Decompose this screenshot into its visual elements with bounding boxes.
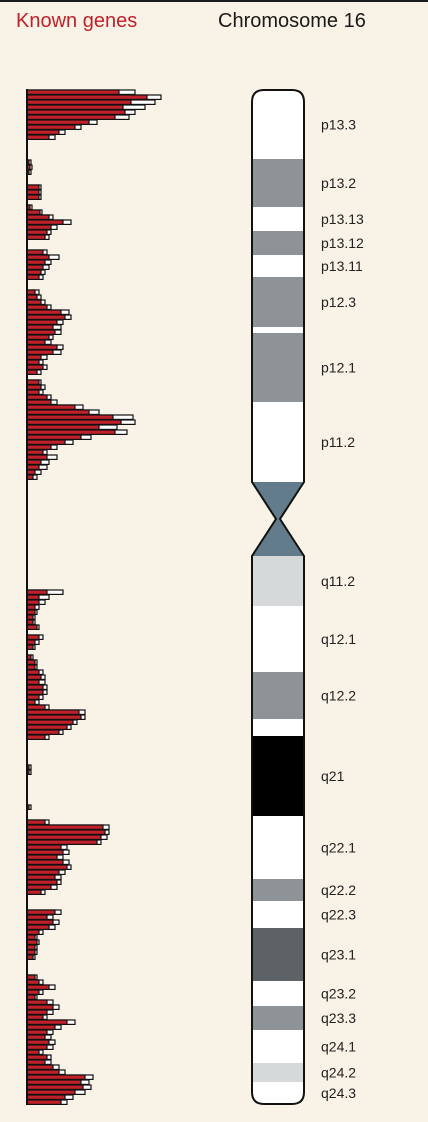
gene-bar-known (27, 665, 35, 669)
gene-bar-known (27, 985, 49, 989)
band-label-q24.3: q24.3 (321, 1085, 357, 1101)
gene-bar-known (27, 625, 37, 629)
gene-bar-known (27, 1055, 47, 1059)
gene-bar-known (27, 275, 39, 279)
gene-bar-known (27, 210, 40, 214)
gene-bar-known (27, 590, 47, 594)
band-label-p13.3: p13.3 (321, 116, 357, 133)
band-q11.2 (250, 556, 306, 606)
band-q23.1 (250, 928, 306, 981)
band-p13.11 (250, 255, 306, 277)
gene-bar-known (27, 715, 81, 719)
gene-bar-known (27, 880, 57, 884)
band-label-q12.1: q12.1 (321, 631, 357, 647)
gene-bar-known (27, 115, 115, 119)
band-label-p13.2: p13.2 (321, 175, 357, 191)
band-label-q22.1: q22.1 (321, 839, 357, 856)
gene-bar-known (27, 90, 119, 94)
band-q12.1 (250, 606, 306, 672)
band-q24.1 (250, 1030, 306, 1063)
band-label-q22.3: q22.3 (321, 906, 357, 923)
gene-bar-known (27, 220, 63, 224)
gene-bar-known (27, 1080, 81, 1084)
band-p13.12 (250, 231, 306, 255)
gene-bar-known (27, 975, 35, 979)
gene-bar-known (27, 1035, 45, 1039)
band-q22.2 (250, 879, 306, 901)
gene-bar-known (27, 890, 41, 894)
gene-bar-known (27, 660, 35, 664)
gene-bar-known (27, 215, 49, 219)
gene-bar-known (27, 125, 75, 129)
gene-bar-known (27, 980, 39, 984)
gene-bar-known (27, 595, 39, 599)
gene-bar-known (27, 925, 49, 929)
gene-bar-known (27, 695, 39, 699)
gene-bar-known (27, 425, 99, 429)
gene-bar-known (27, 305, 47, 309)
gene-bar-known (27, 395, 47, 399)
gene-bar-known (27, 445, 51, 449)
gene-bar-known (27, 290, 35, 294)
band-label-q23.2: q23.2 (321, 985, 357, 1002)
gene-bar-known (27, 295, 37, 299)
gene-bar-known (27, 640, 35, 644)
gene-bar-known (27, 1015, 43, 1019)
gene-bar-known (27, 365, 43, 369)
gene-bar-known (27, 380, 39, 384)
gene-bar-known (27, 730, 59, 734)
gene-bar-known (27, 135, 49, 139)
band-p13.2 (250, 159, 306, 207)
gene-bar-known (27, 465, 39, 469)
gene-bar-known (27, 260, 45, 264)
gene-bar-known (27, 830, 105, 834)
gene-bar-known (27, 940, 37, 944)
gene-bar-known (27, 250, 43, 254)
gene-bar-known (27, 605, 35, 609)
gene-bar-known (27, 255, 49, 259)
gene-bar-known (27, 825, 103, 829)
gene-bar-known (27, 1045, 47, 1049)
gene-bar-known (27, 190, 39, 194)
gene-bar-known (27, 350, 53, 354)
gene-bar-known (27, 310, 61, 314)
gene-density-histogram (27, 90, 161, 1104)
gene-bar-known (27, 300, 41, 304)
gene-bar-known (27, 345, 57, 349)
band-label-q23.3: q23.3 (321, 1010, 357, 1026)
gene-bar-known (27, 1010, 47, 1014)
gene-bar-known (27, 1060, 45, 1064)
gene-bar-known (27, 430, 115, 434)
gene-bar-known (27, 225, 51, 229)
gene-bar-known (27, 340, 45, 344)
gene-bar-known (27, 1090, 75, 1094)
gene-bar-known (27, 450, 43, 454)
gene-bar-known (27, 735, 45, 739)
band-label-q24.2: q24.2 (321, 1064, 357, 1081)
gene-bar-known (27, 265, 43, 269)
band-label-q12.2: q12.2 (321, 687, 357, 704)
gene-bar-known (27, 455, 47, 459)
gene-bar-known (27, 1030, 47, 1034)
gene-bar-known (27, 915, 47, 919)
gene-bar-known (27, 685, 43, 689)
band-label-q22.2: q22.2 (321, 882, 357, 898)
gene-bar-known (27, 105, 123, 109)
gene-bar-known (27, 400, 51, 404)
band-label-p11.2: p11.2 (321, 434, 355, 450)
gene-bar-known (27, 110, 125, 114)
band-q21 (250, 736, 306, 816)
gene-bar-known (27, 420, 121, 424)
gene-bar-known (27, 385, 41, 389)
gene-bar-known (27, 670, 39, 674)
band-q12.2 (250, 672, 306, 719)
gene-bar-known (27, 945, 35, 949)
gene-bar-known (27, 860, 63, 864)
gene-bar-known (27, 690, 43, 694)
gene-bar-known (27, 230, 47, 234)
gene-bar-known (27, 710, 79, 714)
gene-bar-known (27, 325, 53, 329)
chromosome-title: Chromosome 16 (218, 10, 366, 32)
gene-bar-known (27, 1095, 65, 1099)
gene-bar-known (27, 935, 35, 939)
band-p13.3 (250, 90, 306, 159)
gene-bar-known (27, 720, 73, 724)
gene-bar-known (27, 95, 147, 99)
gene-bar-known (27, 995, 35, 999)
gene-bar-known (27, 270, 41, 274)
band-p13.13 (250, 207, 306, 231)
band-q22.1 (250, 816, 306, 879)
gene-bar-known (27, 930, 39, 934)
band-label-q21: q21 (321, 768, 345, 784)
gene-bar-known (27, 1085, 83, 1089)
gene-bar-known (27, 360, 39, 364)
gene-bar-known (27, 370, 37, 374)
band-q24.3 (250, 1082, 306, 1104)
gene-bar-known (27, 355, 41, 359)
band-q23.2 (250, 981, 306, 1006)
gene-bar-known (27, 435, 81, 439)
gene-bar-known (27, 235, 45, 239)
gene-bar-known (27, 865, 67, 869)
gene-bar-known (27, 820, 45, 824)
gene-bar-known (27, 1065, 53, 1069)
gene-bar-known (27, 910, 55, 914)
gene-bar-known (27, 1005, 53, 1009)
gene-bar-known (27, 100, 131, 104)
band-segment-13 (250, 719, 306, 736)
gene-bar-known (27, 315, 65, 319)
gene-bar-known (27, 120, 89, 124)
gene-bar-known (27, 990, 39, 994)
gene-bar-known (27, 675, 41, 679)
gene-bar-known (27, 1050, 39, 1054)
band-labels (321, 117, 364, 1102)
band-label-p13.12: p13.12 (321, 235, 364, 251)
gene-bar-known (27, 885, 51, 889)
gene-bar-known (27, 635, 39, 639)
gene-bar-known (27, 1020, 67, 1024)
gene-bar-known (27, 835, 101, 839)
band-label-p12.1: p12.1 (321, 359, 357, 376)
gene-bar-known (27, 1070, 59, 1074)
gene-bar-known (27, 460, 41, 464)
band-label-p12.3: p12.3 (321, 294, 357, 310)
band-segment-6 (250, 327, 306, 333)
gene-bar-known (27, 920, 53, 924)
band-label-p13.13: p13.13 (321, 211, 364, 227)
chromosome-bands (250, 90, 306, 1104)
band-label-q11.2: q11.2 (321, 573, 355, 589)
gene-bar-known (27, 390, 39, 394)
gene-bar-known (27, 1025, 55, 1029)
band-p11.2 (250, 402, 306, 482)
gene-bar-known (27, 855, 57, 859)
gene-bar-known (27, 1100, 61, 1104)
gene-bar-known (27, 875, 55, 879)
gene-bar-known (27, 705, 45, 709)
band-q22.3 (250, 901, 306, 928)
known-genes-title: Known genes (16, 10, 138, 32)
gene-bar-known (27, 1000, 47, 1004)
gene-bar-known (27, 1040, 49, 1044)
gene-bar-known (27, 405, 75, 409)
band-label-q23.1: q23.1 (321, 946, 357, 963)
gene-bar-known (27, 845, 61, 849)
gene-bar-known (27, 870, 59, 874)
gene-bar-known (27, 415, 113, 419)
gene-bar-known (27, 950, 35, 954)
gene-bar-known (27, 840, 97, 844)
gene-bar-known (27, 330, 55, 334)
band-p12.3 (250, 277, 306, 327)
gene-bar-known (27, 470, 35, 474)
gene-bar-known (27, 320, 57, 324)
gene-bar-known (27, 335, 49, 339)
gene-bar-known (27, 185, 39, 189)
gene-bar-known (27, 725, 67, 729)
band-label-q24.1: q24.1 (321, 1038, 357, 1055)
gene-bar-known (27, 410, 89, 414)
gene-bar-known (27, 130, 59, 134)
band-p12.1 (250, 333, 306, 402)
gene-bar-known (27, 600, 39, 604)
gene-bar-known (27, 700, 35, 704)
gene-bar-known (27, 610, 35, 614)
band-label-p13.11: p13.11 (321, 258, 363, 274)
band-q24.2 (250, 1063, 306, 1082)
gene-bar-known (27, 195, 39, 199)
gene-bar-known (27, 850, 63, 854)
band-q23.3 (250, 1006, 306, 1030)
gene-bar-known (27, 1075, 85, 1079)
gene-bar-known (27, 680, 39, 684)
gene-bar-known (27, 440, 65, 444)
